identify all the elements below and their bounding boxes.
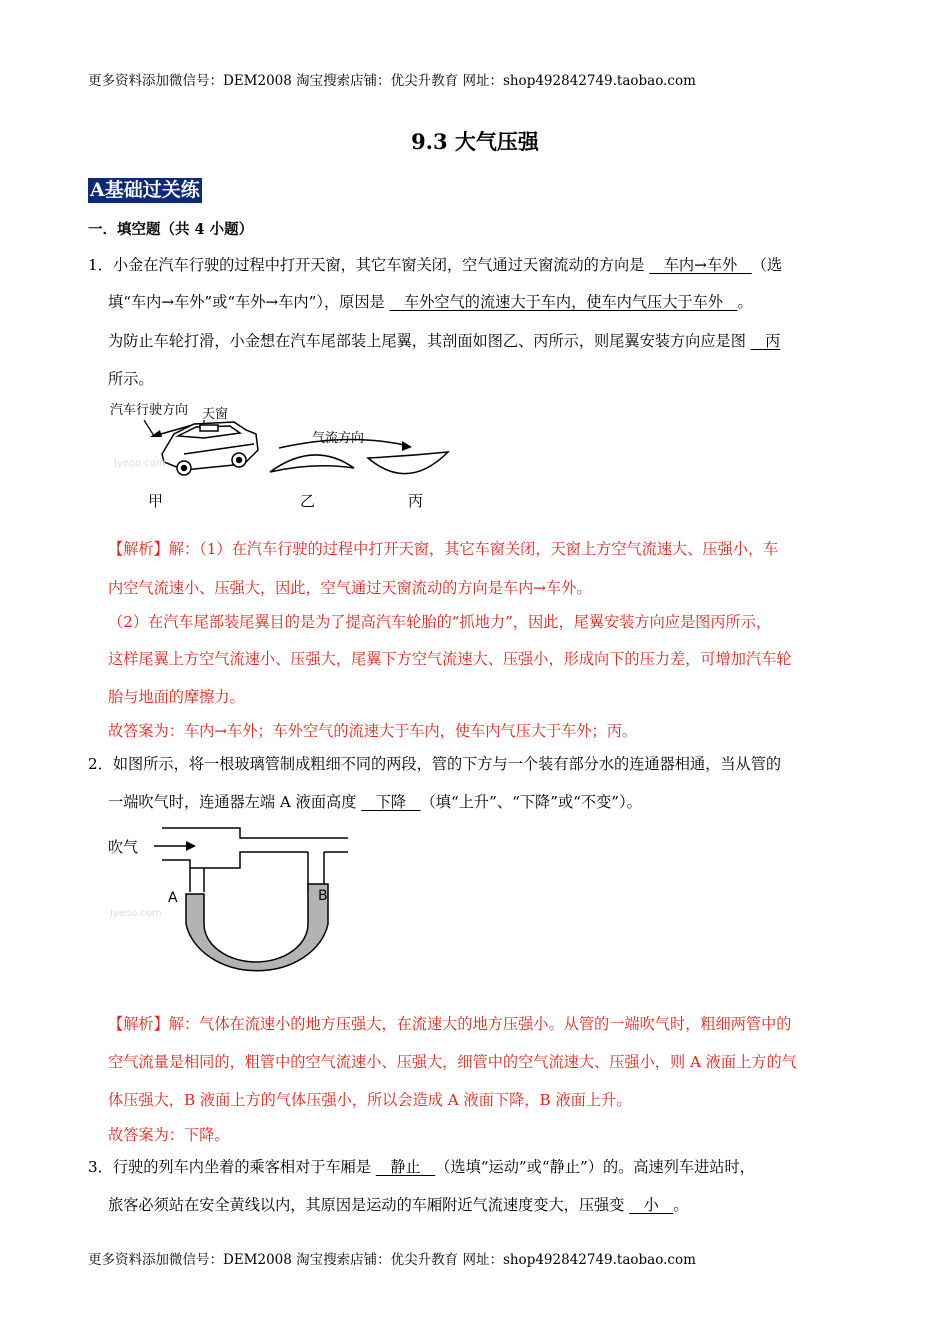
fig-label-sunroof: 天窗 bbox=[202, 407, 229, 422]
q2-explain-1: 【解析】解：气体在流速小的地方压强大，在流速大的地方压强小。从管的一端吹气时，粗细两管中的 bbox=[108, 1015, 792, 1033]
q1-answer-2: 车外空气的流速大于车内，使车内气压大于车外 bbox=[389, 293, 738, 311]
q2-answer-summary: 故答案为：下降。 bbox=[108, 1126, 230, 1144]
q3-text: （选填“运动”或“静止”）的。高速列车进站时， bbox=[435, 1158, 755, 1176]
q1-text: 为防止车轮打滑，小金想在汽车尾部装上尾翼，其剖面如图乙、丙所示，则尾翼安装方向应是图 bbox=[108, 332, 751, 350]
q1-explain-4: 这样尾翼上方空气流速小、压强大，尾翼下方空气流速大、压强小，形成向下的压力差，可增加汽车轮 bbox=[108, 650, 792, 668]
fig-label-jia: 甲 bbox=[148, 492, 164, 510]
q3-answer-2: 小 bbox=[629, 1196, 674, 1214]
wing-yi bbox=[270, 455, 354, 472]
q1-explain-5: 胎与地面的摩擦力。 bbox=[108, 688, 245, 706]
q2-answer-1: 下降 bbox=[361, 793, 421, 811]
q1-line-2 bbox=[108, 291, 753, 312]
q1-answer-3: 丙 bbox=[750, 332, 781, 350]
q1-text: （选 bbox=[751, 256, 783, 274]
q1-answer-summary: 故答案为：车内→车外；车外空气的流速大于车内，使车内气压大于车外；丙。 bbox=[108, 722, 638, 740]
q2-line-1: 2．如图所示，将一根玻璃管制成粗细不同的两段，管的下方与一个装有部分水的连通器相通，当从管的 bbox=[88, 755, 782, 773]
q1-text: 。 bbox=[737, 293, 753, 311]
q3-line-1 bbox=[88, 1156, 755, 1177]
fig-label-blow: 吹气 bbox=[108, 838, 139, 856]
page-footer: 更多资料添加微信号：DEM2008 淘宝搜索店铺：优尖升教育 网址：shop492842749.taobao.com bbox=[88, 1252, 696, 1268]
page-title: 9.3 大气压强 bbox=[411, 129, 539, 154]
q1-text: 1．小金在汽车行驶的过程中打开天窗，其它车窗关闭，空气通过天窗流动的方向是 bbox=[88, 256, 650, 274]
section-heading: A基础过关练 bbox=[90, 179, 200, 201]
q2-figure bbox=[104, 824, 354, 984]
q3-line-2 bbox=[108, 1194, 689, 1215]
fig-label-airflow: 气流方向 bbox=[312, 431, 365, 446]
q1-explain-1: 【解析】解：（1）在汽车行驶的过程中打开天窗，其它车窗关闭，天窗上方空气流速大、压强小，车 bbox=[108, 540, 779, 558]
q3-answer-1: 静止 bbox=[375, 1158, 436, 1176]
q1-explain-2: 内空气流速小、压强大，因此，空气通过天窗流动的方向是车内→车外。 bbox=[108, 579, 592, 597]
fig-label-direction: 汽车行驶方向 bbox=[110, 403, 189, 418]
fig-label-yi: 乙 bbox=[300, 492, 316, 510]
q2-text: 一端吹气时，连通器左端 A 液面高度 bbox=[108, 793, 362, 811]
q1-line-4: 所示。 bbox=[108, 370, 154, 388]
wing-bing bbox=[368, 452, 448, 474]
q1-explain-3: （2）在汽车尾部装尾翼目的是为了提高汽车轮胎的“抓地力”，因此，尾翼安装方向应是图丙所示， bbox=[108, 613, 772, 631]
fig-label-bing: 丙 bbox=[408, 492, 424, 510]
fig-label-A: A bbox=[168, 890, 178, 906]
q2-explain-3: 体压强大，B 液面上方的气体压强小，所以会造成 A 液面下降，B 液面上升。 bbox=[108, 1091, 632, 1109]
q1-line-3 bbox=[108, 330, 780, 351]
part-heading: 一．填空题（共 4 小题） bbox=[88, 221, 254, 238]
q2-text: （填“上升”、“下降”或“不变”）。 bbox=[420, 793, 642, 811]
q3-text: 旅客必须站在安全黄线以内，其原因是运动的车厢附近气流速度变大，压强变 bbox=[108, 1196, 630, 1214]
q3-text: 3．行驶的列车内坐着的乘客相对于车厢是 bbox=[88, 1158, 376, 1176]
q1-figure bbox=[104, 396, 464, 516]
q1-answer-1: 车内→车外 bbox=[649, 256, 752, 274]
fig-watermark: Jyeoo.com bbox=[114, 458, 166, 469]
q2-line-2 bbox=[108, 791, 642, 812]
q3-text: 。 bbox=[673, 1196, 689, 1214]
fig-label-B: B bbox=[318, 888, 328, 904]
q1-text: 填“车内→车外”或“车外→车内”），原因是 bbox=[108, 293, 390, 311]
fig-watermark: Jyeoo.com bbox=[110, 908, 162, 919]
u-tube-water bbox=[186, 884, 328, 971]
q1-line-1 bbox=[88, 254, 782, 275]
q2-explain-2: 空气流量是相同的，粗管中的空气流速小、压强大，细管中的空气流速大、压强小，则 A 液面上方的气 bbox=[108, 1053, 797, 1071]
page-header: 更多资料添加微信号：DEM2008 淘宝搜索店铺：优尖升教育 网址：shop492842749.taobao.com bbox=[88, 73, 696, 89]
